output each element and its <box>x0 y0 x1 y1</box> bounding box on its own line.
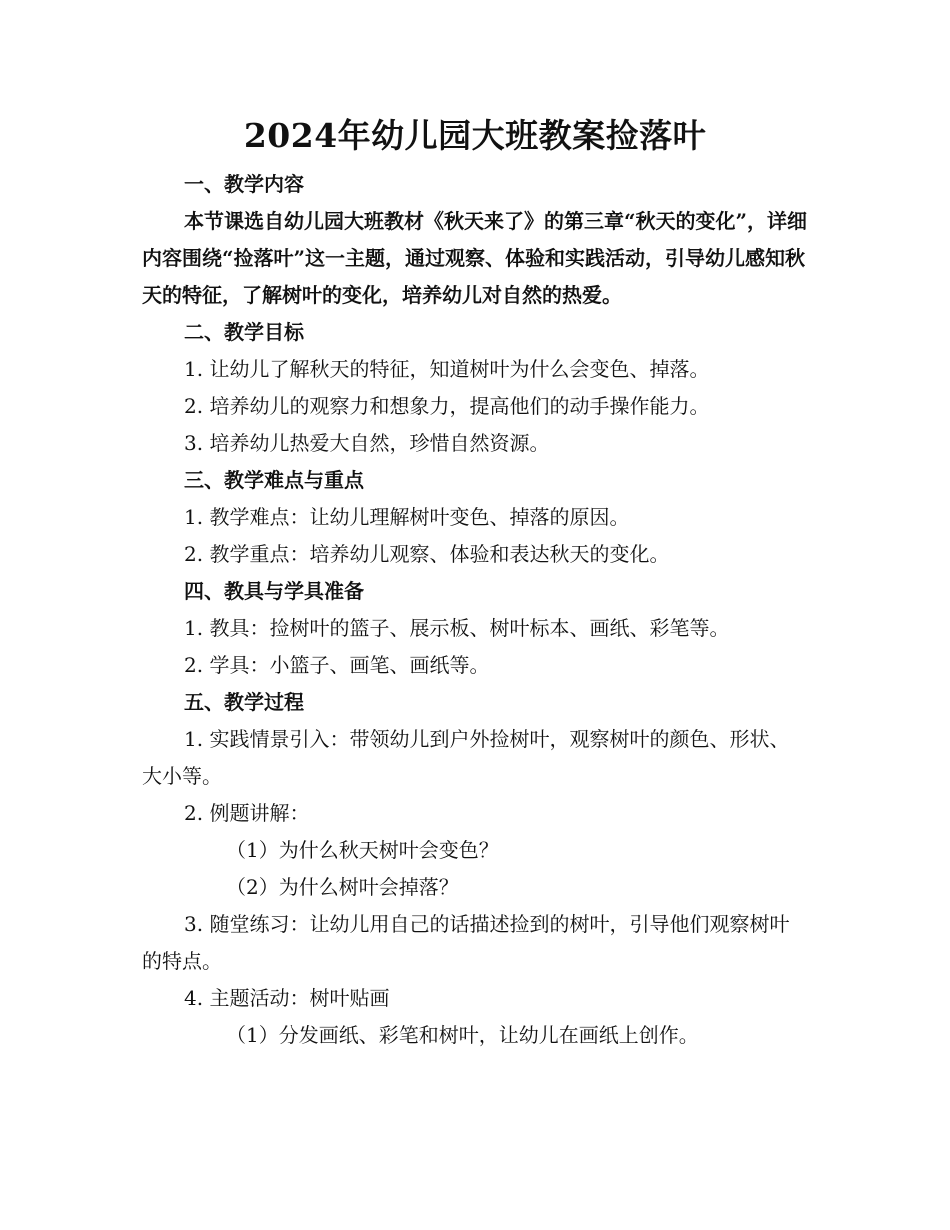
material-item: 2. 学具：小篮子、画笔、画纸等。 <box>184 653 490 677</box>
process-step-1: 1. 实践情景引入：带领幼儿到户外捡树叶，观察树叶的颜色、形状、大小等。 <box>142 727 790 788</box>
section-heading-process: 五、教学过程 <box>184 690 304 714</box>
process-step-2: 2. 例题讲解： <box>184 801 310 825</box>
process-step-2-sub: （2）为什么树叶会掉落？ <box>226 875 459 899</box>
goal-item: 3. 培养幼儿热爱大自然，珍惜自然资源。 <box>184 431 550 455</box>
goal-item: 2. 培养幼儿的观察力和想象力，提高他们的动手操作能力。 <box>184 394 710 418</box>
process-step-4: 4. 主题活动：树叶贴画 <box>184 986 390 1010</box>
goal-item: 1. 让幼儿了解秋天的特征，知道树叶为什么会变色、掉落。 <box>184 357 710 381</box>
key-point-item: 2. 教学重点：培养幼儿观察、体验和表达秋天的变化。 <box>184 542 670 566</box>
process-step-2-sub: （1）为什么秋天树叶会变色？ <box>226 838 499 862</box>
section-heading-key-points: 三、教学难点与重点 <box>184 468 364 492</box>
section-heading-content: 一、教学内容 <box>184 172 304 196</box>
document-content <box>142 108 808 1054</box>
material-item: 1. 教具：捡树叶的篮子、展示板、树叶标本、画纸、彩笔等。 <box>184 616 730 640</box>
key-point-item: 1. 教学难点：让幼儿理解树叶变色、掉落的原因。 <box>184 505 630 529</box>
section-heading-materials: 四、教具与学具准备 <box>184 579 364 603</box>
document-title: 2024年幼儿园大班教案捡落叶 <box>243 116 707 155</box>
content-paragraph: 本节课选自幼儿园大班教材《秋天来了》的第三章“秋天的变化”，详细内容围绕“捡落叶”这一主题，通过观察、体验和实践活动，引导幼儿感知秋天的特征，了解树叶的变化，培养幼儿对自然的热爱。 <box>142 209 808 307</box>
section-heading-goals: 二、教学目标 <box>184 320 304 344</box>
process-step-4-sub: （1）分发画纸、彩笔和树叶，让幼儿在画纸上创作。 <box>226 1023 699 1047</box>
process-step-3: 3. 随堂练习：让幼儿用自己的话描述捡到的树叶，引导他们观察树叶的特点。 <box>142 912 790 973</box>
